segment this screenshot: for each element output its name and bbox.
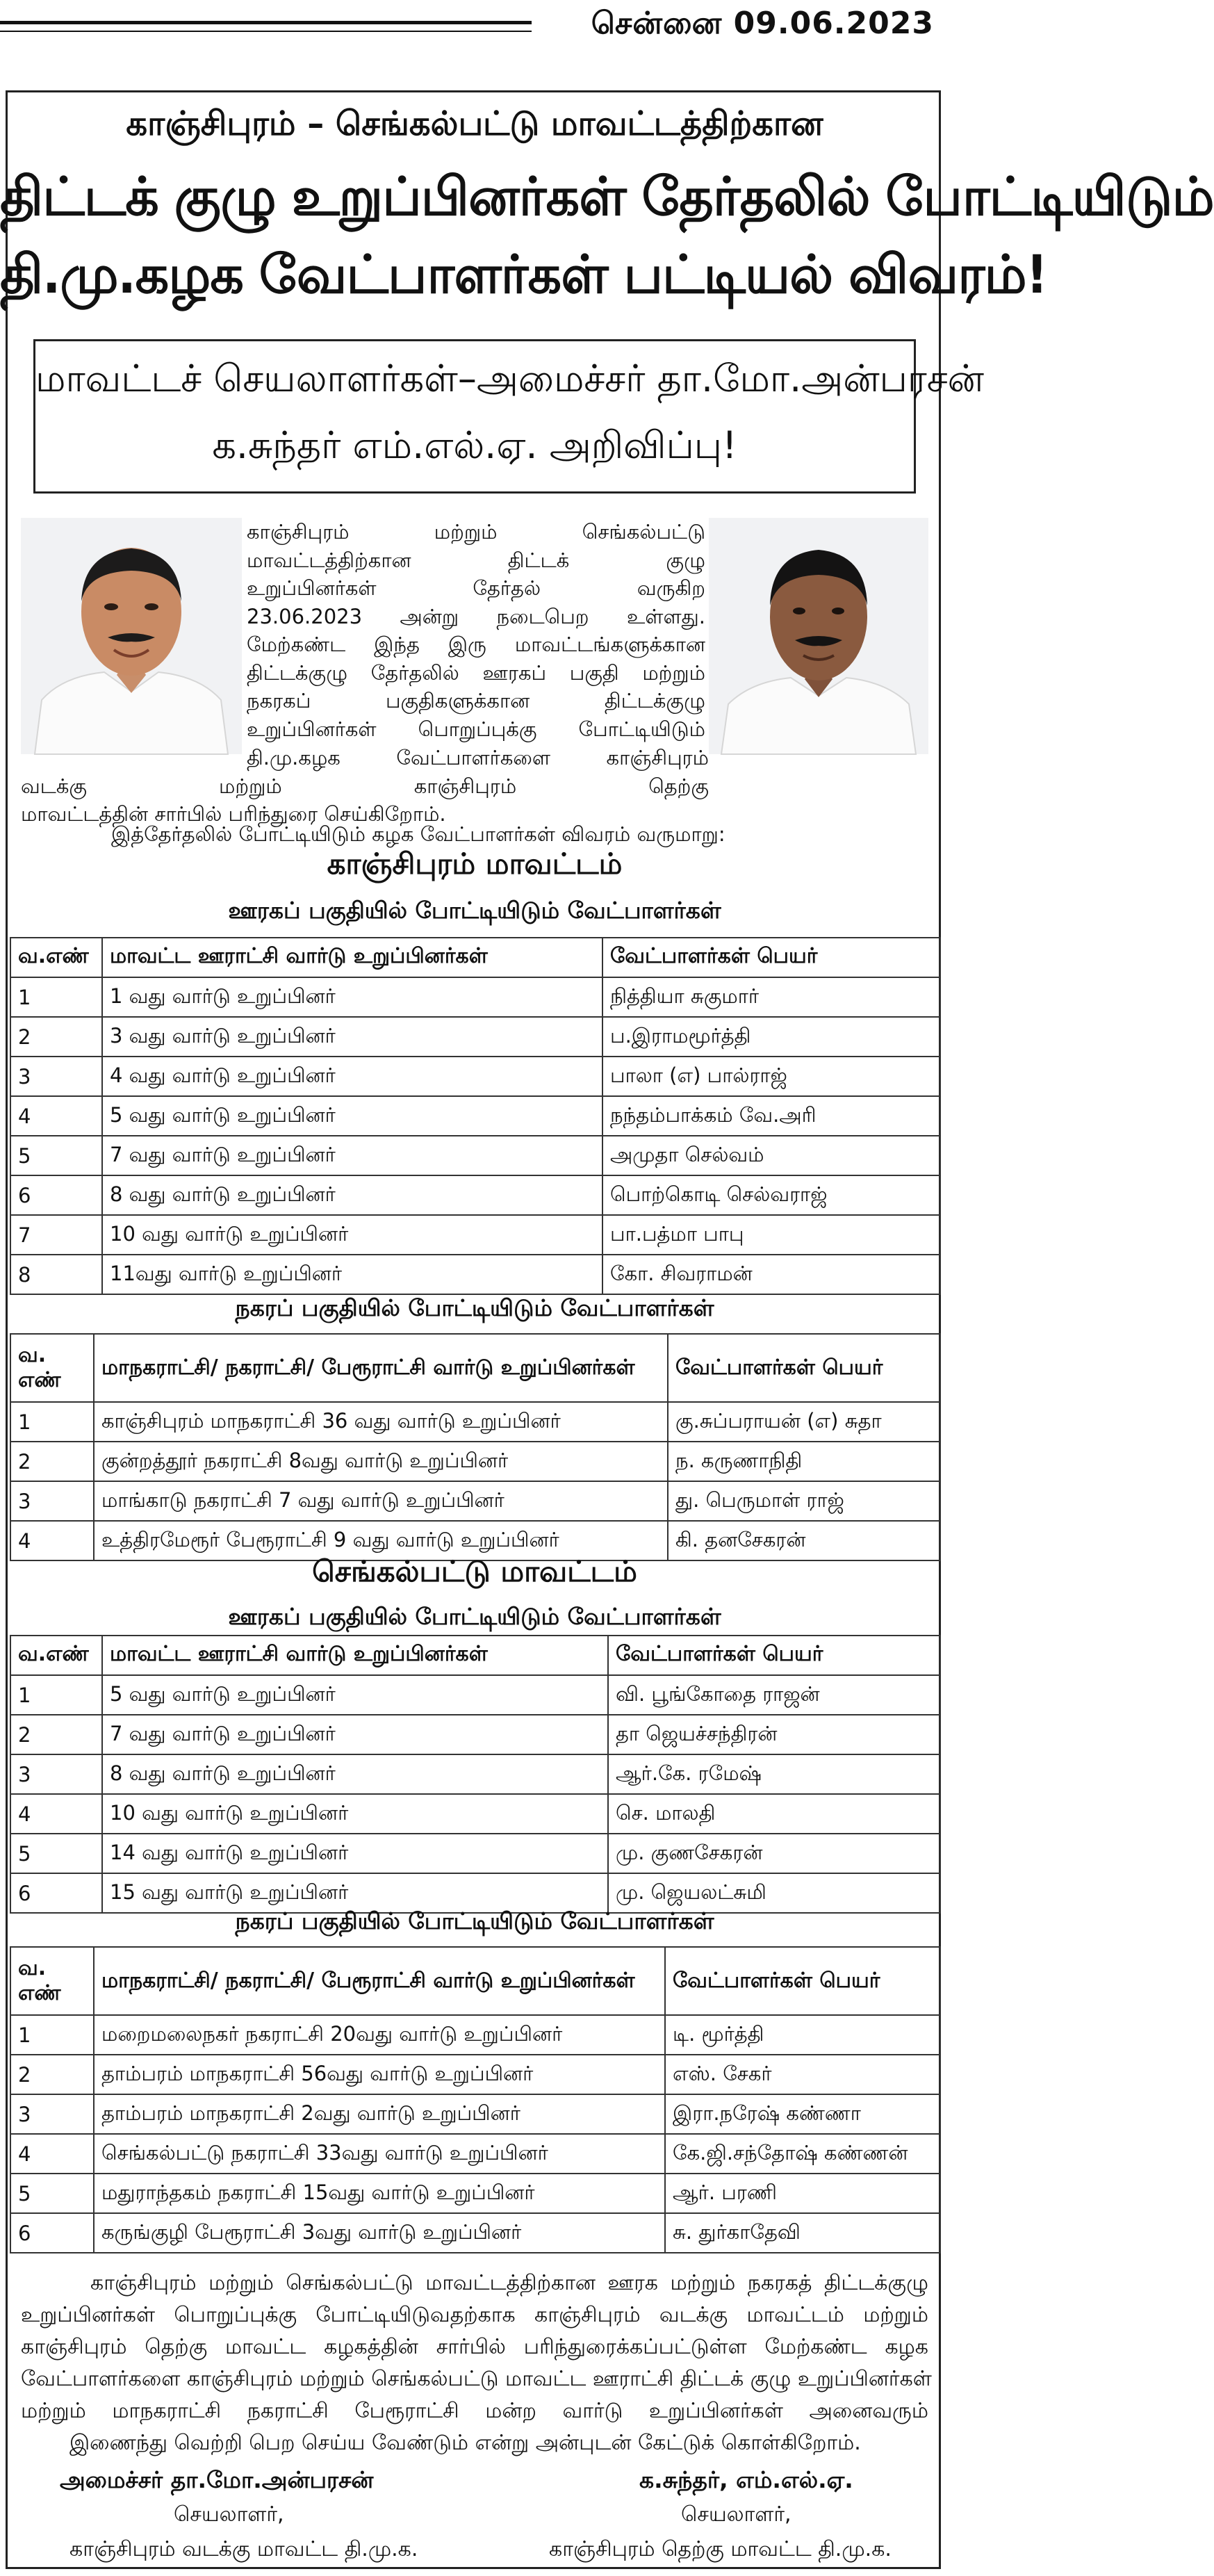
cell-number: 8 [10, 1255, 102, 1294]
dateline-rule [0, 21, 532, 24]
cell-candidate: பாலா (எ) பால்ராஜ் [602, 1057, 940, 1096]
cell-number: 1 [10, 977, 102, 1017]
column-header: வ. எண் [10, 1947, 94, 2015]
table-chengalpattu-rural [10, 1635, 941, 1914]
table-row [10, 977, 940, 1017]
column-header: மாநகராட்சி/ நகராட்சி/ பேரூராட்சி வார்டு உறுப்பினர்கள் [94, 1947, 665, 2015]
column-header: வ.எண் [10, 938, 102, 977]
cell-ward: கருங்குழி பேரூராட்சி 3வது வார்டு உறுப்பினர் [94, 2213, 665, 2253]
closing-line: காஞ்சிபுரம் தெற்கு மாவட்ட கழகத்தின் சார்பில் பரிந்துரைக்கப்பட்டுள்ள மேற்கண்ட கழக [21, 2335, 928, 2359]
cell-candidate: இரா.நரேஷ் கண்ணா [665, 2094, 940, 2134]
cell-number: 7 [10, 1215, 102, 1255]
table-row [10, 2055, 940, 2094]
cell-ward: 8 வது வார்டு உறுப்பினர் [102, 1175, 602, 1215]
pre-title: காஞ்சிபுரம் – செங்கல்பட்டு மாவட்டத்திற்கான [126, 104, 823, 143]
closing-line: வேட்பாளர்களை காஞ்சிபுரம் மற்றும் செங்கல்பட்டு மாவட்ட ஊராட்சி திட்டக் குழு உறுப்பினர்கள் [21, 2367, 932, 2391]
table-kanchipuram-urban [10, 1333, 941, 1561]
cell-number: 1 [10, 1402, 94, 1442]
cell-ward: 7 வது வார்டு உறுப்பினர் [102, 1715, 608, 1754]
headline-line-2: தி.மு.கழக வேட்பாளர்கள் பட்டியல் விவரம்! [0, 243, 1047, 305]
table-kanchipuram-rural [10, 937, 941, 1295]
sub-headline-line-1: மாவட்டச் செயலாளர்கள்–அமைச்சர் தா.மோ.அன்பரசன் [35, 357, 985, 400]
table-row [10, 1215, 940, 1255]
closing-line: காஞ்சிபுரம் மற்றும் செங்கல்பட்டு மாவட்டத்திற்கான ஊரக மற்றும் நகரகத் திட்டக்குழு [90, 2271, 928, 2295]
section-title-kanchipuram-rural: ஊரகப் பகுதியில் போட்டியிடும் வேட்பாளர்கள் [228, 897, 721, 924]
sub-headline-line-2: க.சுந்தர் எம்.எல்.ஏ. அறிவிப்பு! [212, 423, 737, 467]
intro-line: 23.06.2023 அன்று நடைபெற உள்ளது. [247, 604, 705, 628]
intro-line: உறுப்பினர்கள் தேர்தல் வருகிற [247, 576, 705, 600]
cell-number: 3 [10, 1057, 102, 1096]
column-header: வ. எண் [10, 1334, 94, 1402]
cell-number: 6 [10, 1175, 102, 1215]
cell-number: 2 [10, 1017, 102, 1057]
district-title-chengalpattu: செங்கல்பட்டு மாவட்டம் [312, 1554, 637, 1588]
table-row [10, 2174, 940, 2213]
cell-candidate: ந. கருணாநிதி [668, 1442, 940, 1481]
cell-candidate: நந்தம்பாக்கம் வே.அரி [602, 1096, 940, 1136]
cell-ward: 8 வது வார்டு உறுப்பினர் [102, 1754, 608, 1794]
section-title-kanchipuram-urban: நகரப் பகுதியில் போட்டியிடும் வேட்பாளர்கள் [235, 1294, 714, 1321]
cell-number: 2 [10, 1715, 102, 1754]
district-title-kanchipuram: காஞ்சிபுரம் மாவட்டம் [327, 847, 623, 881]
column-header: வேட்பாளர்கள் பெயர் [608, 1636, 940, 1675]
cell-ward: 7 வது வார்டு உறுப்பினர் [102, 1136, 602, 1175]
intro-paragraph-continued [21, 744, 709, 829]
intro-line: காஞ்சிபுரம் மற்றும் செங்கல்பட்டு [247, 520, 705, 544]
cell-ward: மதுராந்தகம் நகராட்சி 15வது வார்டு உறுப்பினர் [94, 2174, 665, 2213]
closing-line: உறுப்பினர்கள் பொறுப்புக்கு போட்டியிடுவதற்காக காஞ்சிபுரம் வடக்கு மாவட்டம் மற்றும் [21, 2303, 928, 2327]
cell-candidate: செ. மாலதி [608, 1794, 940, 1834]
cell-number: 4 [10, 1096, 102, 1136]
table-row [10, 1442, 940, 1481]
cell-ward: 3 வது வார்டு உறுப்பினர் [102, 1017, 602, 1057]
cell-candidate: கே.ஜி.சந்தோஷ் கண்ணன் [665, 2134, 940, 2174]
cell-candidate: கோ. சிவராமன் [602, 1255, 940, 1294]
cell-ward: செங்கல்பட்டு நகராட்சி 33வது வார்டு உறுப்பினர் [94, 2134, 665, 2174]
table-row [10, 1794, 940, 1834]
cell-candidate: டி. மூர்த்தி [665, 2015, 940, 2055]
closing-line: மற்றும் மாநகராட்சி நகராட்சி பேரூராட்சி மன்ற வார்டு உறுப்பினர்கள் அனைவரும் [21, 2399, 928, 2423]
cell-ward: 5 வது வார்டு உறுப்பினர் [102, 1096, 602, 1136]
table-row [10, 1715, 940, 1754]
dateline-text: சென்னை 09.06.2023 [591, 6, 934, 41]
portrait-right-photo [709, 518, 928, 754]
cell-number: 2 [10, 2055, 94, 2094]
cell-ward: மறைமலைநகர் நகராட்சி 20வது வார்டு உறுப்பினர் [94, 2015, 665, 2055]
section-title-chengalpattu-urban: நகரப் பகுதியில் போட்டியிடும் வேட்பாளர்கள் [235, 1907, 714, 1934]
table-row [10, 2015, 940, 2055]
portrait-icon [21, 518, 242, 754]
cell-number: 5 [10, 1136, 102, 1175]
cell-ward: 5 வது வார்டு உறுப்பினர் [102, 1675, 608, 1715]
column-header: வேட்பாளர்கள் பெயர் [668, 1334, 940, 1402]
column-header: வேட்பாளர்கள் பெயர் [602, 938, 940, 977]
signature-left-name: அமைச்சர் தா.மோ.அன்பரசன் [60, 2466, 374, 2493]
table-row [10, 1096, 940, 1136]
signature-right-name: க.சுந்தர், எம்.எல்.ஏ. [639, 2466, 853, 2493]
table-row [10, 1057, 940, 1096]
cell-ward: குன்றத்தூர் நகராட்சி 8வது வார்டு உறுப்பினர் [94, 1442, 668, 1481]
intro-line: உறுப்பினர்கள் பொறுப்புக்கு போட்டியிடும் [247, 717, 705, 741]
cell-number: 5 [10, 2174, 94, 2213]
cell-ward: 14 வது வார்டு உறுப்பினர் [102, 1834, 608, 1873]
cell-candidate: நித்தியா சுகுமார் [602, 977, 940, 1017]
cell-candidate: ஆர்.கே. ரமேஷ் [608, 1754, 940, 1794]
portrait-left-photo [21, 518, 242, 754]
signature-right-unit: காஞ்சிபுரம் தெற்கு மாவட்ட தி.மு.க. [549, 2537, 892, 2561]
table-row [10, 1834, 940, 1873]
cell-number: 2 [10, 1442, 94, 1481]
cell-ward: காஞ்சிபுரம் மாநகராட்சி 36 வது வார்டு உறுப்பினர் [94, 1402, 668, 1442]
table-row [10, 2213, 940, 2253]
cell-candidate: மு. ஜெயலட்சுமி [608, 1873, 940, 1913]
cell-candidate: சு. துர்காதேவி [665, 2213, 940, 2253]
column-header: மாவட்ட ஊராட்சி வார்டு உறுப்பினர்கள் [102, 938, 602, 977]
cell-number: 4 [10, 1521, 94, 1560]
intro-paragraph-column [247, 518, 705, 743]
cell-ward: 15 வது வார்டு உறுப்பினர் [102, 1873, 608, 1913]
table-header-row [10, 1636, 940, 1675]
cell-candidate: எஸ். சேகர் [665, 2055, 940, 2094]
signature-left-unit: காஞ்சிபுரம் வடக்கு மாவட்ட தி.மு.க. [69, 2537, 418, 2561]
cell-candidate: அமுதா செல்வம் [602, 1136, 940, 1175]
cell-number: 3 [10, 2094, 94, 2134]
table-chengalpattu-urban [10, 1946, 941, 2253]
cell-number: 3 [10, 1754, 102, 1794]
cell-number: 1 [10, 1675, 102, 1715]
cell-ward: 4 வது வார்டு உறுப்பினர் [102, 1057, 602, 1096]
dateline [0, 0, 949, 50]
cell-number: 3 [10, 1481, 94, 1521]
cell-ward: 1 வது வார்டு உறுப்பினர் [102, 977, 602, 1017]
cell-number: 6 [10, 2213, 94, 2253]
table-header-row [10, 1334, 940, 1402]
signature-left-role: செயலாளர், [174, 2502, 284, 2527]
cell-number: 1 [10, 2015, 94, 2055]
cell-ward: தாம்பரம் மாநகராட்சி 56வது வார்டு உறுப்பினர் [94, 2055, 665, 2094]
dateline-rule-thin [0, 31, 532, 32]
cell-number: 5 [10, 1834, 102, 1873]
intro-lead-line: இத்தேர்தலில் போட்டியிடும் கழக வேட்பாளர்கள் விவரம் வருமாறு: [111, 822, 725, 846]
table-header-row [10, 938, 940, 977]
column-header: வ.எண் [10, 1636, 102, 1675]
headline-line-1: திட்டக் குழு உறுப்பினர்கள் தேர்தலில் போட்டியிடும் [0, 165, 1214, 227]
cell-candidate: மு. குணசேகரன் [608, 1834, 940, 1873]
cell-ward: 11வது வார்டு உறுப்பினர் [102, 1255, 602, 1294]
table-row [10, 1136, 940, 1175]
portrait-icon [709, 518, 928, 754]
cell-candidate: தா ஜெயச்சந்திரன் [608, 1715, 940, 1754]
table-row [10, 1675, 940, 1715]
cell-number: 4 [10, 2134, 94, 2174]
cell-candidate: கி. தனசேகரன் [668, 1521, 940, 1560]
cell-ward: உத்திரமேரூர் பேரூராட்சி 9 வது வார்டு உறுப்பினர் [94, 1521, 668, 1560]
cell-candidate: ஆர். பரணி [665, 2174, 940, 2213]
cell-ward: 10 வது வார்டு உறுப்பினர் [102, 1794, 608, 1834]
table-row [10, 1255, 940, 1294]
cell-candidate: பா.பத்மா பாபு [602, 1215, 940, 1255]
table-row [10, 1017, 940, 1057]
closing-paragraph [21, 2267, 932, 2459]
table-row [10, 1402, 940, 1442]
table-row [10, 1175, 940, 1215]
intro-line: வடக்கு மற்றும் காஞ்சிபுரம் தெற்கு [21, 774, 709, 798]
column-header: வேட்பாளர்கள் பெயர் [665, 1947, 940, 2015]
intro-line: நகரகப் பகுதிகளுக்கான திட்டக்குழு [247, 689, 705, 712]
cell-candidate: ப.இராமமூர்த்தி [602, 1017, 940, 1057]
table-row [10, 1754, 940, 1794]
intro-line: மாவட்டத்தின் சார்பில் பரிந்துரை செய்கிறோம். [21, 802, 446, 826]
column-header: மாநகராட்சி/ நகராட்சி/ பேரூராட்சி வார்டு உறுப்பினர்கள் [94, 1334, 668, 1402]
cell-candidate: து. பெருமாள் ராஜ் [668, 1481, 940, 1521]
cell-ward: தாம்பரம் மாநகராட்சி 2வது வார்டு உறுப்பினர் [94, 2094, 665, 2134]
intro-line: மேற்கண்ட இந்த இரு மாவட்டங்களுக்கான [247, 633, 705, 656]
table-row [10, 2094, 940, 2134]
cell-number: 6 [10, 1873, 102, 1913]
cell-number: 4 [10, 1794, 102, 1834]
cell-ward: 10 வது வார்டு உறுப்பினர் [102, 1215, 602, 1255]
closing-line: இணைந்து வெற்றி பெற செய்ய வேண்டும் என்று அன்புடன் கேட்டுக் கொள்கிறோம். [69, 2431, 861, 2455]
table-header-row [10, 1947, 940, 2015]
intro-line: மாவட்டத்திற்கான திட்டக் குழு [247, 548, 705, 572]
sub-headline-box [33, 339, 985, 494]
section-title-chengalpattu-rural: ஊரகப் பகுதியில் போட்டியிடும் வேட்பாளர்கள் [228, 1603, 721, 1630]
cell-candidate: கு.சுப்பராயன் (எ) சுதா [668, 1402, 940, 1442]
intro-line: தி.மு.கழக வேட்பாளர்களை காஞ்சிபுரம் [247, 746, 709, 769]
intro-line: திட்டக்குழு தேர்தலில் ஊரகப் பகுதி மற்றும் [247, 660, 705, 685]
table-row [10, 2134, 940, 2174]
cell-candidate: பொற்கொடி செல்வராஜ் [602, 1175, 940, 1215]
table-row [10, 1481, 940, 1521]
cell-candidate: வி. பூங்கோதை ராஜன் [608, 1675, 940, 1715]
signature-right-role: செயலாளர், [681, 2502, 791, 2527]
cell-ward: மாங்காடு நகராட்சி 7 வது வார்டு உறுப்பினர் [94, 1481, 668, 1521]
column-header: மாவட்ட ஊராட்சி வார்டு உறுப்பினர்கள் [102, 1636, 608, 1675]
